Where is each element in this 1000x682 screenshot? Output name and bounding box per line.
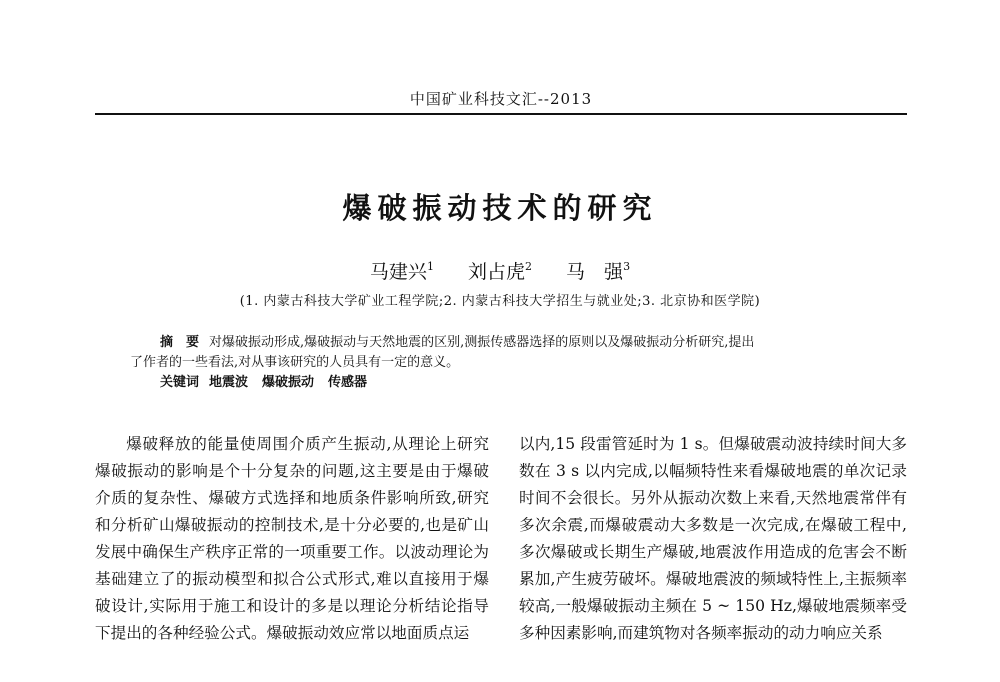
abstract-line-1: 摘 要 对爆破振动形成,爆破振动与天然地震的区别,测振传感器选择的原则以及爆破振动分析研究,提出 bbox=[160, 335, 755, 350]
author-1: 马建兴$^1$ bbox=[369, 260, 434, 283]
abstract-label: 摘 要 bbox=[160, 335, 200, 350]
body-column-right bbox=[519, 431, 907, 647]
running-header: 中国矿业科技文汇--2013 bbox=[409, 90, 593, 108]
keyword: 爆破振动 bbox=[262, 375, 315, 390]
affiliations: (1. 内蒙古科技大学矿业工程学院;2. 内蒙古科技大学招生与就业处;3. 北京协和医学院) bbox=[239, 294, 761, 309]
keywords-line bbox=[130, 373, 875, 393]
body-column-left bbox=[95, 431, 489, 647]
body-paragraph: 以内,15 段雷管延时为 1 s。但爆破震动波持续时间大多数在 3 s 以内完成,以幅频特性来看爆破地震的单次记录时间不会很长。另外从振动次数上来看,天然地震常伴有多次余震,而爆破震动大多数是一次完成,在爆破工程中,多次爆破或长期生产爆破,地震波作用造成的危害会不断累加,产生疲劳破坏。爆破地震波的频域特性上,主振频率较高,一般爆破振动主频在 5 ~ 150 Hz,爆破地震频率受多种因素影响,而建筑物对各频率振动的动力响应关系 bbox=[519, 435, 907, 642]
abstract-line-2: 了作者的一些看法,对从事该研究的人员具有一定的意义。 bbox=[130, 355, 460, 370]
keyword: 地震波 bbox=[209, 375, 249, 390]
body-paragraph: 爆破释放的能量使周围介质产生振动,从理论上研究爆破振动的影响是个十分复杂的问题,这主要是由于爆破介质的复杂性、爆破方式选择和地质条件影响所致,研究和分析矿山爆破振动的控制技术,是十分必要的,也是矿山发展中确保生产秩序正常的一项重要工作。以波动理论为基础建立了的振动模型和拟合公式形式,难以直接用于爆破设计,实际用于施工和设计的多是以理论分析结论指导下提出的各种经验公式。爆破振动效应常以地面质点运 bbox=[95, 435, 489, 642]
article-title: 爆破振动技术的研究 bbox=[342, 191, 658, 225]
abstract-block bbox=[130, 333, 875, 393]
author-list bbox=[0, 257, 1000, 284]
author-3: 马 强$^3$ bbox=[566, 260, 631, 283]
header-rule bbox=[95, 113, 907, 115]
keyword: 传感器 bbox=[328, 375, 368, 390]
keywords-label: 关键词 bbox=[160, 375, 200, 390]
author-2: 刘占虎$^2$ bbox=[467, 260, 532, 283]
